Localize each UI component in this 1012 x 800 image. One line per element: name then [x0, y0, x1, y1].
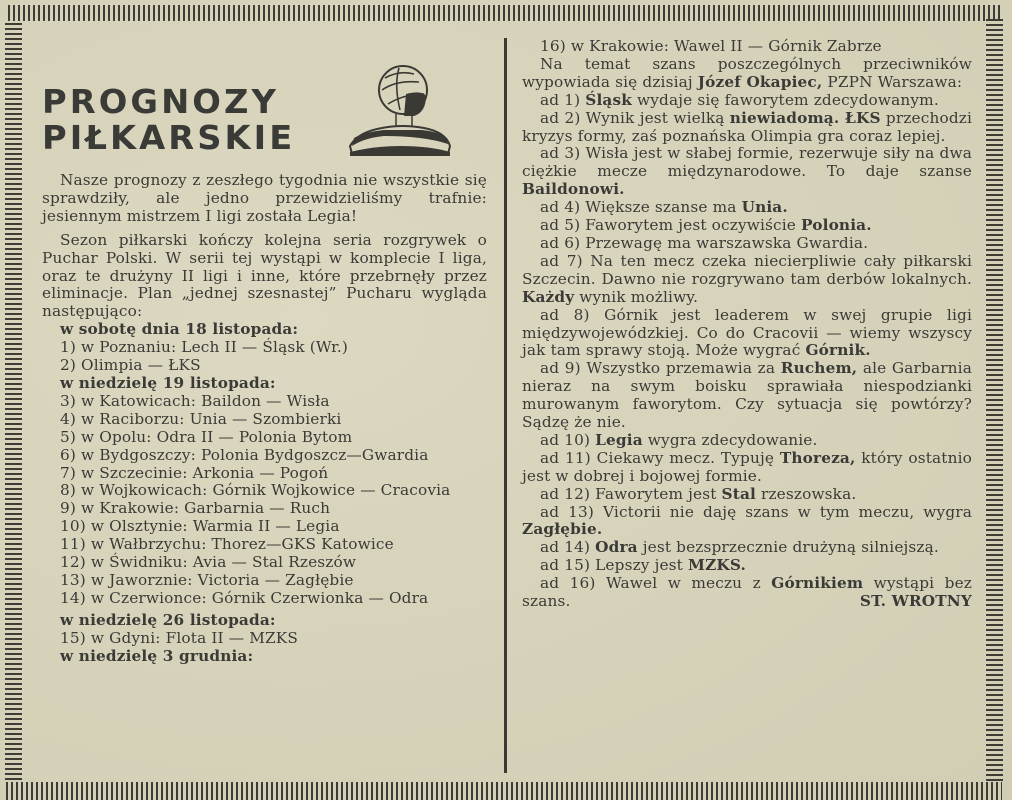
match-line: 8) w Wojkowicach: Górnik Wojkowice — Cracovia	[60, 481, 451, 500]
comment	[522, 450, 972, 486]
intro-paragraph-2: Sezon piłkarski kończy kolejna seria rozgrywek o Puchar Polski. W serii tej wystąpi w komplecie I liga, oraz te drużyny II ligi i inne, które przebrnęły przez eliminacje. Plan „jednej szesnastej” Pucharu wygląda następująco:	[42, 230, 487, 321]
comment-text: ad 16) Wawel w meczu z	[540, 574, 772, 593]
comment-highlight: niewiadomą. ŁKS	[729, 108, 881, 127]
comment-highlight: Polonia.	[801, 216, 872, 235]
comment-text: ale Garbarnia nieraz na swym boisku sprawiała niespodzianki murowanym faworytom. Czy sytuacja się powtórzy? Sądzę że nie.	[522, 359, 972, 432]
comment-text: ad 13) Victorii nie daję szans w tym meczu, wygra	[540, 502, 972, 521]
comment-highlight: Każdy	[522, 287, 575, 306]
comment-highlight: Stal	[721, 484, 756, 503]
match-line: 1) w Poznaniu: Lech II — Śląsk (Wr.)	[60, 338, 348, 357]
match-line: 16) w Krakowie: Wawel II — Górnik Zabrze	[540, 37, 882, 55]
comment-text: ad 2) Wynik jest wielką	[540, 108, 730, 127]
match-line: 12) w Świdniku: Avia — Stal Rzeszów	[60, 553, 357, 572]
expert-affiliation: PZPN Warszawa:	[822, 72, 963, 91]
comment	[522, 432, 972, 450]
comment	[522, 199, 972, 217]
comment-text: ad 15) Lepszy jest	[540, 556, 688, 575]
schedule-date: w niedzielę 26 listopada:	[60, 610, 276, 629]
comment	[522, 253, 972, 307]
comment-text: ad 7) Na ten mecz czeka niecierpliwie cały piłkarski Szczecin. Dawno nie rozgrywano tam derbów lokalnych.	[522, 251, 972, 288]
comment-text: ad 12) Faworytem jest	[540, 484, 722, 503]
comment-text: jest bezsprzecznie drużyną silniejszą.	[637, 538, 939, 557]
comment	[522, 539, 972, 557]
comment-text: wystąpi bez szans.	[522, 574, 972, 611]
comment-text: wynik możliwy.	[574, 287, 699, 306]
comment	[522, 575, 972, 611]
comment-text: ad 5) Faworytem jest oczywiście	[540, 216, 802, 235]
match-line: 6) w Bydgoszczy: Polonia Bydgoszcz—Gwardia	[60, 445, 429, 464]
comment-highlight: Thoreza,	[779, 448, 856, 467]
comment-text: ad 11) Ciekawy mecz. Typuję	[540, 448, 780, 467]
comment-text: ad 6) Przewagę ma warszawska Gwardia.	[540, 233, 869, 252]
match-line: 4) w Raciborzu: Unia — Szombierki	[60, 409, 342, 428]
match-line: 11) w Wałbrzychu: Thorez—GKS Katowice	[60, 535, 394, 554]
comment-text: ad 3) Wisła jest w słabej formie, rezerwuje siły na dwa ciężkie mecze międzynarodowe. To daje szanse	[522, 144, 972, 181]
intro-paragraph-1: Nasze prognozy z zeszłego tygodnia nie wszystkie się sprawdziły, ale jedno przewidzieliśmy trafnie: jesiennym mistrzem I ligi została Legia!	[42, 171, 487, 225]
comment-highlight: Odra	[595, 538, 638, 557]
match-line: 2) Olimpia — ŁKS	[60, 356, 201, 375]
schedule-date: w sobotę dnia 18 listopada:	[60, 320, 299, 339]
comment	[522, 360, 972, 432]
comment	[522, 504, 972, 540]
comment-highlight: Baildonowi.	[522, 180, 625, 199]
comment	[522, 486, 972, 504]
match-line: 7) w Szczecinie: Arkonia — Pogoń	[60, 463, 329, 482]
comment-text: który ostatnio jest w dobrej i bojowej formie.	[522, 448, 973, 485]
comment-highlight: Górnik.	[805, 341, 871, 360]
comment-text: ad 4) Większe szanse ma	[540, 198, 742, 217]
comment	[522, 307, 972, 361]
left-column	[42, 172, 487, 665]
comment-highlight: Unia.	[741, 198, 788, 217]
match-line: 13) w Jaworznie: Victoria — Zagłębie	[60, 570, 354, 589]
comment-highlight: Górnikiem	[771, 574, 864, 593]
headline-line-2: PIŁKARSKIE	[42, 118, 296, 157]
comment-text: wygra zdecydowanie.	[642, 430, 818, 449]
match-line: 10) w Olsztynie: Warmia II — Legia	[60, 517, 340, 536]
comment-highlight: Zagłębie.	[522, 520, 603, 539]
comment-highlight: MZKS.	[688, 556, 746, 575]
match-line: 5) w Opolu: Odra II — Polonia Bytom	[60, 427, 353, 446]
comment-text: ad 10)	[540, 430, 596, 449]
comment-text: wydaje się faworytem zdecydowanym.	[631, 90, 939, 109]
comment	[522, 145, 972, 199]
comment-text: rzeszowska.	[755, 484, 857, 503]
expert-intro	[522, 56, 972, 92]
author-signature: ST. WROTNY	[859, 592, 972, 611]
comment-highlight: Śląsk	[585, 90, 632, 109]
schedule-date: w niedzielę 3 grudnia:	[60, 646, 254, 665]
comment-text: przechodzi kryzys formy, zaś poznańska Olimpia gra coraz lepiej.	[522, 108, 973, 145]
match-line: 15) w Gdyni: Flota II — MZKS	[60, 628, 299, 647]
decorative-border-right	[986, 19, 1003, 781]
comment	[522, 217, 972, 235]
expert-name: Józef Okapiec,	[697, 72, 823, 91]
headline	[42, 82, 296, 157]
comment-text: ad 14)	[540, 538, 596, 557]
match-line: 3) w Katowicach: Baildon — Wisła	[60, 391, 330, 410]
right-column	[522, 38, 972, 611]
football-head-bust-icon	[344, 60, 456, 156]
comment-text: ad 1)	[540, 90, 586, 109]
decorative-border-bottom	[6, 782, 1002, 800]
decorative-border-top	[8, 5, 1000, 21]
schedule-date: w niedzielę 19 listopada:	[60, 373, 276, 392]
decorative-border-left	[5, 23, 22, 781]
match-line: 14) w Czerwionce: Górnik Czerwionka — Odra	[60, 588, 429, 607]
comment-highlight: Ruchem,	[780, 359, 858, 378]
comment-highlight: Legia	[595, 430, 643, 449]
comment	[522, 235, 972, 253]
comment-text: ad 9) Wszystko przemawia za	[540, 359, 781, 378]
comment-text: ad 8) Górnik jest leaderem w swej grupie ligi międzywojewódzkiej. Co do Cracovii — wiemy wszyscy jak tam sprawy stoją. Może wygrać	[522, 305, 972, 360]
expert-intro-text: Na temat szans poszczególnych przeciwników wypowiada się dzisiaj	[522, 54, 972, 91]
comment	[522, 557, 972, 575]
comment	[522, 110, 972, 146]
comment	[522, 92, 972, 110]
match-line: 9) w Krakowie: Garbarnia — Ruch	[60, 499, 331, 518]
headline-line-1: PROGNOZY	[42, 82, 279, 121]
column-divider	[504, 38, 507, 773]
